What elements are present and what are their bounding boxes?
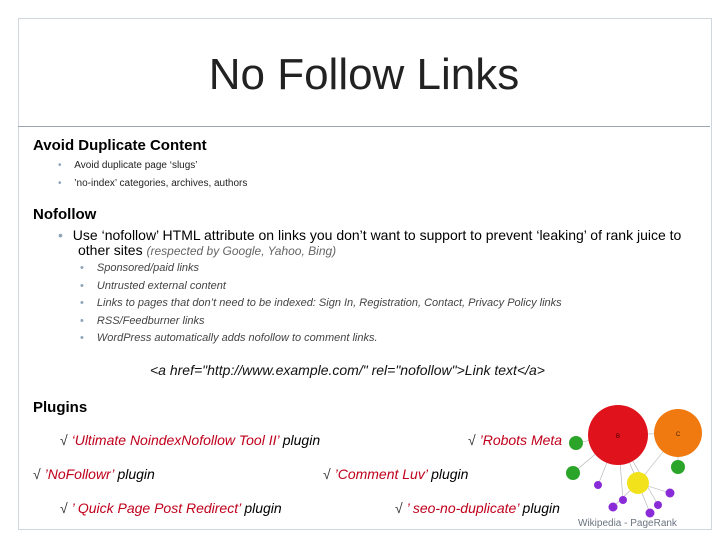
- plugin-name: Comment Luv’: [337, 466, 428, 482]
- plugin-item: √ ’Comment Luv’ plugin: [323, 466, 469, 482]
- bullet-dot-icon: •: [80, 280, 84, 292]
- plugin-item: √ ’ seo-no-duplicate’ plugin: [395, 500, 560, 516]
- plugin-name: Quick Page Post Redirect’: [77, 500, 241, 516]
- bullet-dot-icon: •: [80, 262, 84, 274]
- list-item: • RSS/Feedburner links: [80, 315, 205, 327]
- bullet-dot-icon: •: [58, 160, 62, 171]
- bullet-dot-icon: •: [80, 315, 84, 327]
- bullet-dot-icon: •: [80, 297, 84, 309]
- pagerank-node-purple-icon: [654, 501, 662, 509]
- list-item: • Avoid duplicate page ‘slugs’: [58, 160, 198, 171]
- pagerank-node-label: B: [615, 434, 621, 440]
- plugin-item: √ ’ Quick Page Post Redirect’ plugin: [60, 500, 282, 516]
- heading-duplicate-content: Avoid Duplicate Content: [33, 137, 207, 154]
- nofollow-main-line-1: • Use ‘nofollow’ HTML attribute on links you don’t want to support to prevent ‘leaking’ of rank juice to: [58, 227, 682, 243]
- nofollow-note: (respected by Google, Yahoo, Bing): [146, 244, 337, 258]
- pagerank-graph-image: [558, 395, 708, 520]
- pagerank-node-green-icon: [671, 460, 685, 474]
- pagerank-node-green-icon: [566, 466, 580, 480]
- pagerank-node-purple-icon: [619, 496, 627, 504]
- bullet-dot-icon: •: [58, 227, 63, 243]
- check-icon: √: [323, 466, 331, 482]
- list-item: • WordPress automatically adds nofollow to comment links.: [80, 332, 378, 344]
- pagerank-node-purple-icon: [646, 509, 655, 518]
- plugin-item: √ ’NoFollowr’ plugin: [33, 466, 155, 482]
- pagerank-node-green-icon: [569, 436, 583, 450]
- title-divider: [18, 126, 710, 127]
- list-item: • Untrusted external content: [80, 280, 226, 292]
- heading-plugins: Plugins: [33, 399, 88, 416]
- bullet-dot-icon: •: [80, 332, 84, 344]
- bullet-dot-icon: •: [58, 178, 62, 189]
- pagerank-node-purple-icon: [609, 503, 618, 512]
- list-item: • Links to pages that don’t need to be indexed: Sign In, Registration, Contact, Privacy Policy links: [80, 297, 562, 309]
- check-icon: √: [60, 500, 68, 516]
- plugin-name: Robots Meta: [482, 432, 563, 448]
- check-icon: √: [60, 432, 68, 448]
- plugin-name: Ultimate NoindexNofollow Tool II’: [74, 432, 279, 448]
- plugin-name: seo-no-duplicate’: [412, 500, 519, 516]
- pagerank-node-purple-icon: [594, 481, 602, 489]
- plugin-name: NoFollowr’: [47, 466, 114, 482]
- list-item: • ’no-index’ categories, archives, authors: [58, 178, 248, 189]
- pagerank-node-yellow-icon: [627, 472, 649, 494]
- plugin-item: √ ‘Ultimate NoindexNofollow Tool II’ plugin: [60, 432, 321, 448]
- check-icon: √: [395, 500, 403, 516]
- slide-title: No Follow Links: [208, 50, 520, 99]
- plugin-item: √ ’Robots Meta: [468, 432, 563, 448]
- image-caption: Wikipedia - PageRank: [578, 518, 677, 529]
- nofollow-main-line-2: other sites (respected by Google, Yahoo, Bing): [78, 242, 337, 258]
- nofollow-code-example: <a href="http://www.example.com/" rel="nofollow">Link text</a>: [150, 362, 545, 378]
- check-icon: √: [468, 432, 476, 448]
- pagerank-node-purple-icon: [666, 489, 675, 498]
- check-icon: √: [33, 466, 41, 482]
- list-item: • Sponsored/paid links: [80, 262, 200, 274]
- pagerank-node-label: C: [675, 432, 681, 438]
- heading-nofollow: Nofollow: [33, 206, 97, 223]
